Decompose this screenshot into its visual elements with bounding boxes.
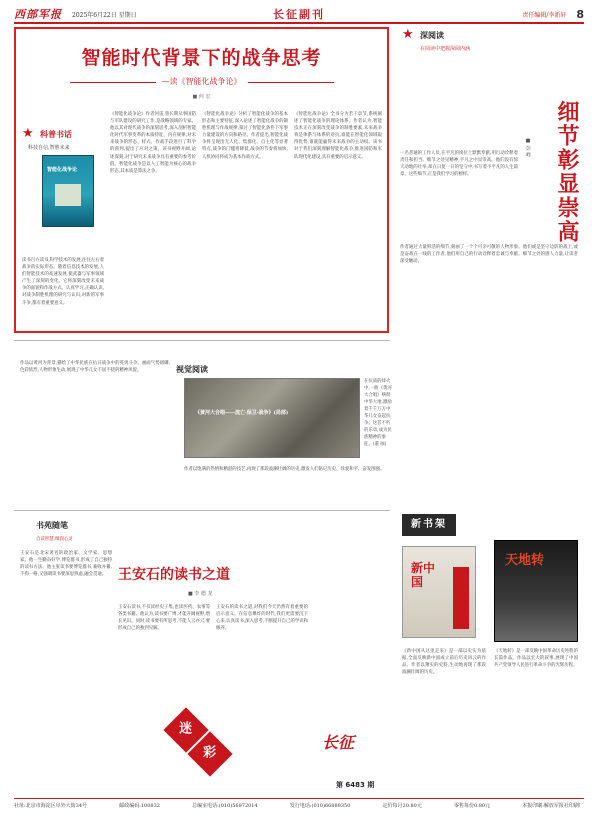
essay-column-3: 王安石的读书之道,对我们今天仍然有着重要的启示意义。在信息爆炸的时代,我们更需要沉下心来,认真读书,深入思考,不断提升自己的学识和修养。	[216, 605, 308, 632]
book-cover-image	[42, 155, 94, 227]
new-books-label: 新书架	[402, 514, 456, 536]
deep-reading-label: 深阅读	[420, 31, 444, 40]
page-footer	[14, 802, 584, 809]
essay-column-1: 王安石是北宋著名的政治家、文学家、思想家。他一生勤奋好学,博览群书,形成了自己独特的读书方法。他主张读书要博览群书,兼收并蓄,不拘一格,又强调读书要深思熟虑,融会贯通。	[20, 551, 112, 578]
logo-diamond-1: 迷	[163, 707, 208, 752]
footer-phone: 总编室电话:(010)56972014	[192, 803, 258, 809]
essay-section-label: 书苑随笔	[36, 521, 68, 530]
feature-column-3: 《智能化战争论》分析了智能化战争的基本形态和主要特征,深入论述了智能化战争的制胜机理与作战规律,探讨了智能化条件下军事力量建设的方向和路径。作者提出,智能化战争将呈现出无人化、集群化、自主化等显著特点,战争的门槛将降低,战争的节奏将加快,人机协同将成为基本作战方式。	[202, 112, 288, 160]
issue-date: 2025年6月22日 星期日	[72, 11, 137, 19]
artwork-caption: 《黄河大合唱——流亡·保卫·战争》(局部)	[195, 410, 289, 416]
book-cover-tiandizhuan	[494, 540, 578, 642]
star-icon: ★	[402, 27, 414, 42]
book1-red-band	[453, 567, 469, 629]
artwork-image	[184, 378, 360, 458]
deep-reading-header	[396, 28, 584, 56]
artwork-note: 在抗战的烽火中,一曲《黄河大合唱》响彻中华大地,激励着千千万万中华儿女奋起抗争。这首不朽的乐章,成为民族精神的象征。(董 画)	[364, 379, 392, 447]
page-number: 8	[576, 7, 584, 21]
feature-author: ■ 何 宏	[192, 94, 211, 100]
deep-reading-sub: 在阅读中把握深阅内涵	[420, 46, 471, 52]
book2-description: 《天地转》是一部反映中国革命历史进程的长篇作品。作品以宏大的叙事,展现了中国共产党领导人民进行革命斗争的光辉历程。	[494, 649, 578, 669]
deep-reading-text-b: 作者通过大量鲜活的细节,刻画了一个个可亲可敬的人物形象。他们或是坚守边防的战士,或是奋战在一线的工作者,他们用自己的行动诠释着忠诚与奉献。细节之处的感人力量,让读者深受触动。	[400, 245, 578, 265]
deep-reading-title: 细节彰显崇高	[554, 100, 579, 244]
middle-column-right: 作者以饱满的热情和精湛的技艺,再现了那段波澜壮阔的历史,激发人们铭记历史、珍爱和平、奋发图强。	[184, 467, 385, 472]
footer-address: 社址:北京市海淀区阜外大街34号	[14, 803, 88, 809]
sidebar-box	[22, 126, 104, 249]
book-cover-title: 智能化战争论	[47, 167, 78, 173]
middle-column-left: 作品以黄河为背景,描绘了中华民族在抗日战争中的英勇斗争。画面气势磅礴,色彩浓烈,人物形象生动,展现了中华儿女不屈不挠的精神风貌。	[20, 361, 170, 374]
essay-author: ■ 李 德 龙	[188, 591, 213, 597]
feature-subtitle: —读《智能化战争论》	[16, 76, 387, 87]
book1-title: 新中国	[411, 561, 436, 589]
feature-column-1: 读书百方读书,科学技术的发展,往往左右着战争的实际形态。随着信息技术的发展,人们智能技术的高速发展,使武器与军事领域产生了深刻的变化。它将深刻改变未来战争的面貌和作战方式。认真学习,正确认识,对战争制胜机理的研究与认识,对新的军事斗争,都有着重要意义。	[22, 258, 104, 306]
sidebar-caption: 科技自信,智胜未来	[28, 145, 70, 151]
book2-title: 天地转	[505, 553, 545, 568]
colorful-column-logo	[170, 714, 236, 778]
footer-rule	[14, 798, 584, 799]
logo-diamond-2: 彩	[187, 731, 232, 776]
sidebar-heading: 科普书话	[40, 130, 72, 139]
essay-section-sub: 自读智慧,细润心灵	[36, 537, 73, 542]
feature-title: 智能时代背景下的战争思考	[81, 47, 322, 69]
signature-logo: 长征	[322, 733, 355, 752]
footer-price: 定价每月20.80元	[382, 803, 422, 809]
visual-reading-label: 视觉阅读	[176, 365, 208, 374]
book1-description: 《新中国从这里走来》是一部以史实为依据,全面反映新中国成立前后历史风云的作品。作者以翔实的史料,生动地再现了那段波澜壮阔的历史。	[402, 649, 486, 676]
section-title: 长征副刊	[273, 8, 325, 21]
page-header	[14, 6, 584, 22]
star-icon: ★	[22, 126, 34, 141]
footer-retail: 零售每份0.80元	[453, 803, 491, 809]
book-cover-xinzhongguo	[402, 546, 476, 638]
footer-printer: 本报印刷:解放军报社印刷厂	[522, 803, 584, 809]
issue-number: 第 6483 期	[336, 781, 375, 789]
deep-reading-author: ■ 彭 峰	[525, 138, 531, 158]
section-divider	[14, 340, 390, 341]
footer-distribution: 发行电话:(010)66889350	[289, 803, 351, 809]
editor-credit: 责任编辑/李新轩	[522, 11, 567, 19]
essay-title: 王安石的读书之道	[118, 567, 230, 583]
feature-column-4: 《智能化战争论》全书分为若干章节,系统阐述了智能化战争的理论体系。作者认为,智能技术正在深刻改变战争的制胜要素,未来战争将是体系与体系的对抗,谁能在智能化领域取得优势,谁就能赢得未来战争的主动权。该书对于我们深刻理解智能化战争,推进国防和军队现代化建设,具有重要的启示意义。	[294, 112, 382, 160]
feature-article	[14, 27, 389, 333]
masthead-logo: 西部军报	[14, 8, 62, 21]
essay-column-2: 王安石读书,不仅读经史子集,也读医药、农事等各类书籍。他认为,读书要广博,才能开阔视野,增长见识。同时,读书要有所思考,不能人云亦云,要形成自己的独到见解。	[118, 605, 210, 632]
deep-reading-text-a: 一名普通的工作人员,在平凡的岗位上默默奉献,用行动诠释着责任和担当。细节之处见精神,平凡之中显崇高。他们没有惊天动地的壮举,却在日复一日的坚守中,书写着不平凡的人生篇章。这些细节,正是我们学习的榜样。	[400, 151, 518, 178]
header-rule	[14, 22, 584, 24]
footer-postcode: 邮政编码:100832	[119, 803, 160, 809]
section-divider	[14, 510, 390, 511]
feature-column-2: 《智能化战争论》作者何雷,曾长期从事国防与军队建设的研究工作,是战略领域的专家。他以其对现代战争的深刻思考,深入剖析智能化时代军事变革的本质特征、内在规律,对未来战争的形态、样式、作战手段进行了科学的预判,提出了应对之策。该书视野开阔,论述深刻,对于研究未来战争具有重要的参考价值。智能化战争是以人工智能为核心的战争形态,其本质是算法之争。	[110, 112, 196, 174]
book-cover-graphic	[55, 184, 81, 206]
